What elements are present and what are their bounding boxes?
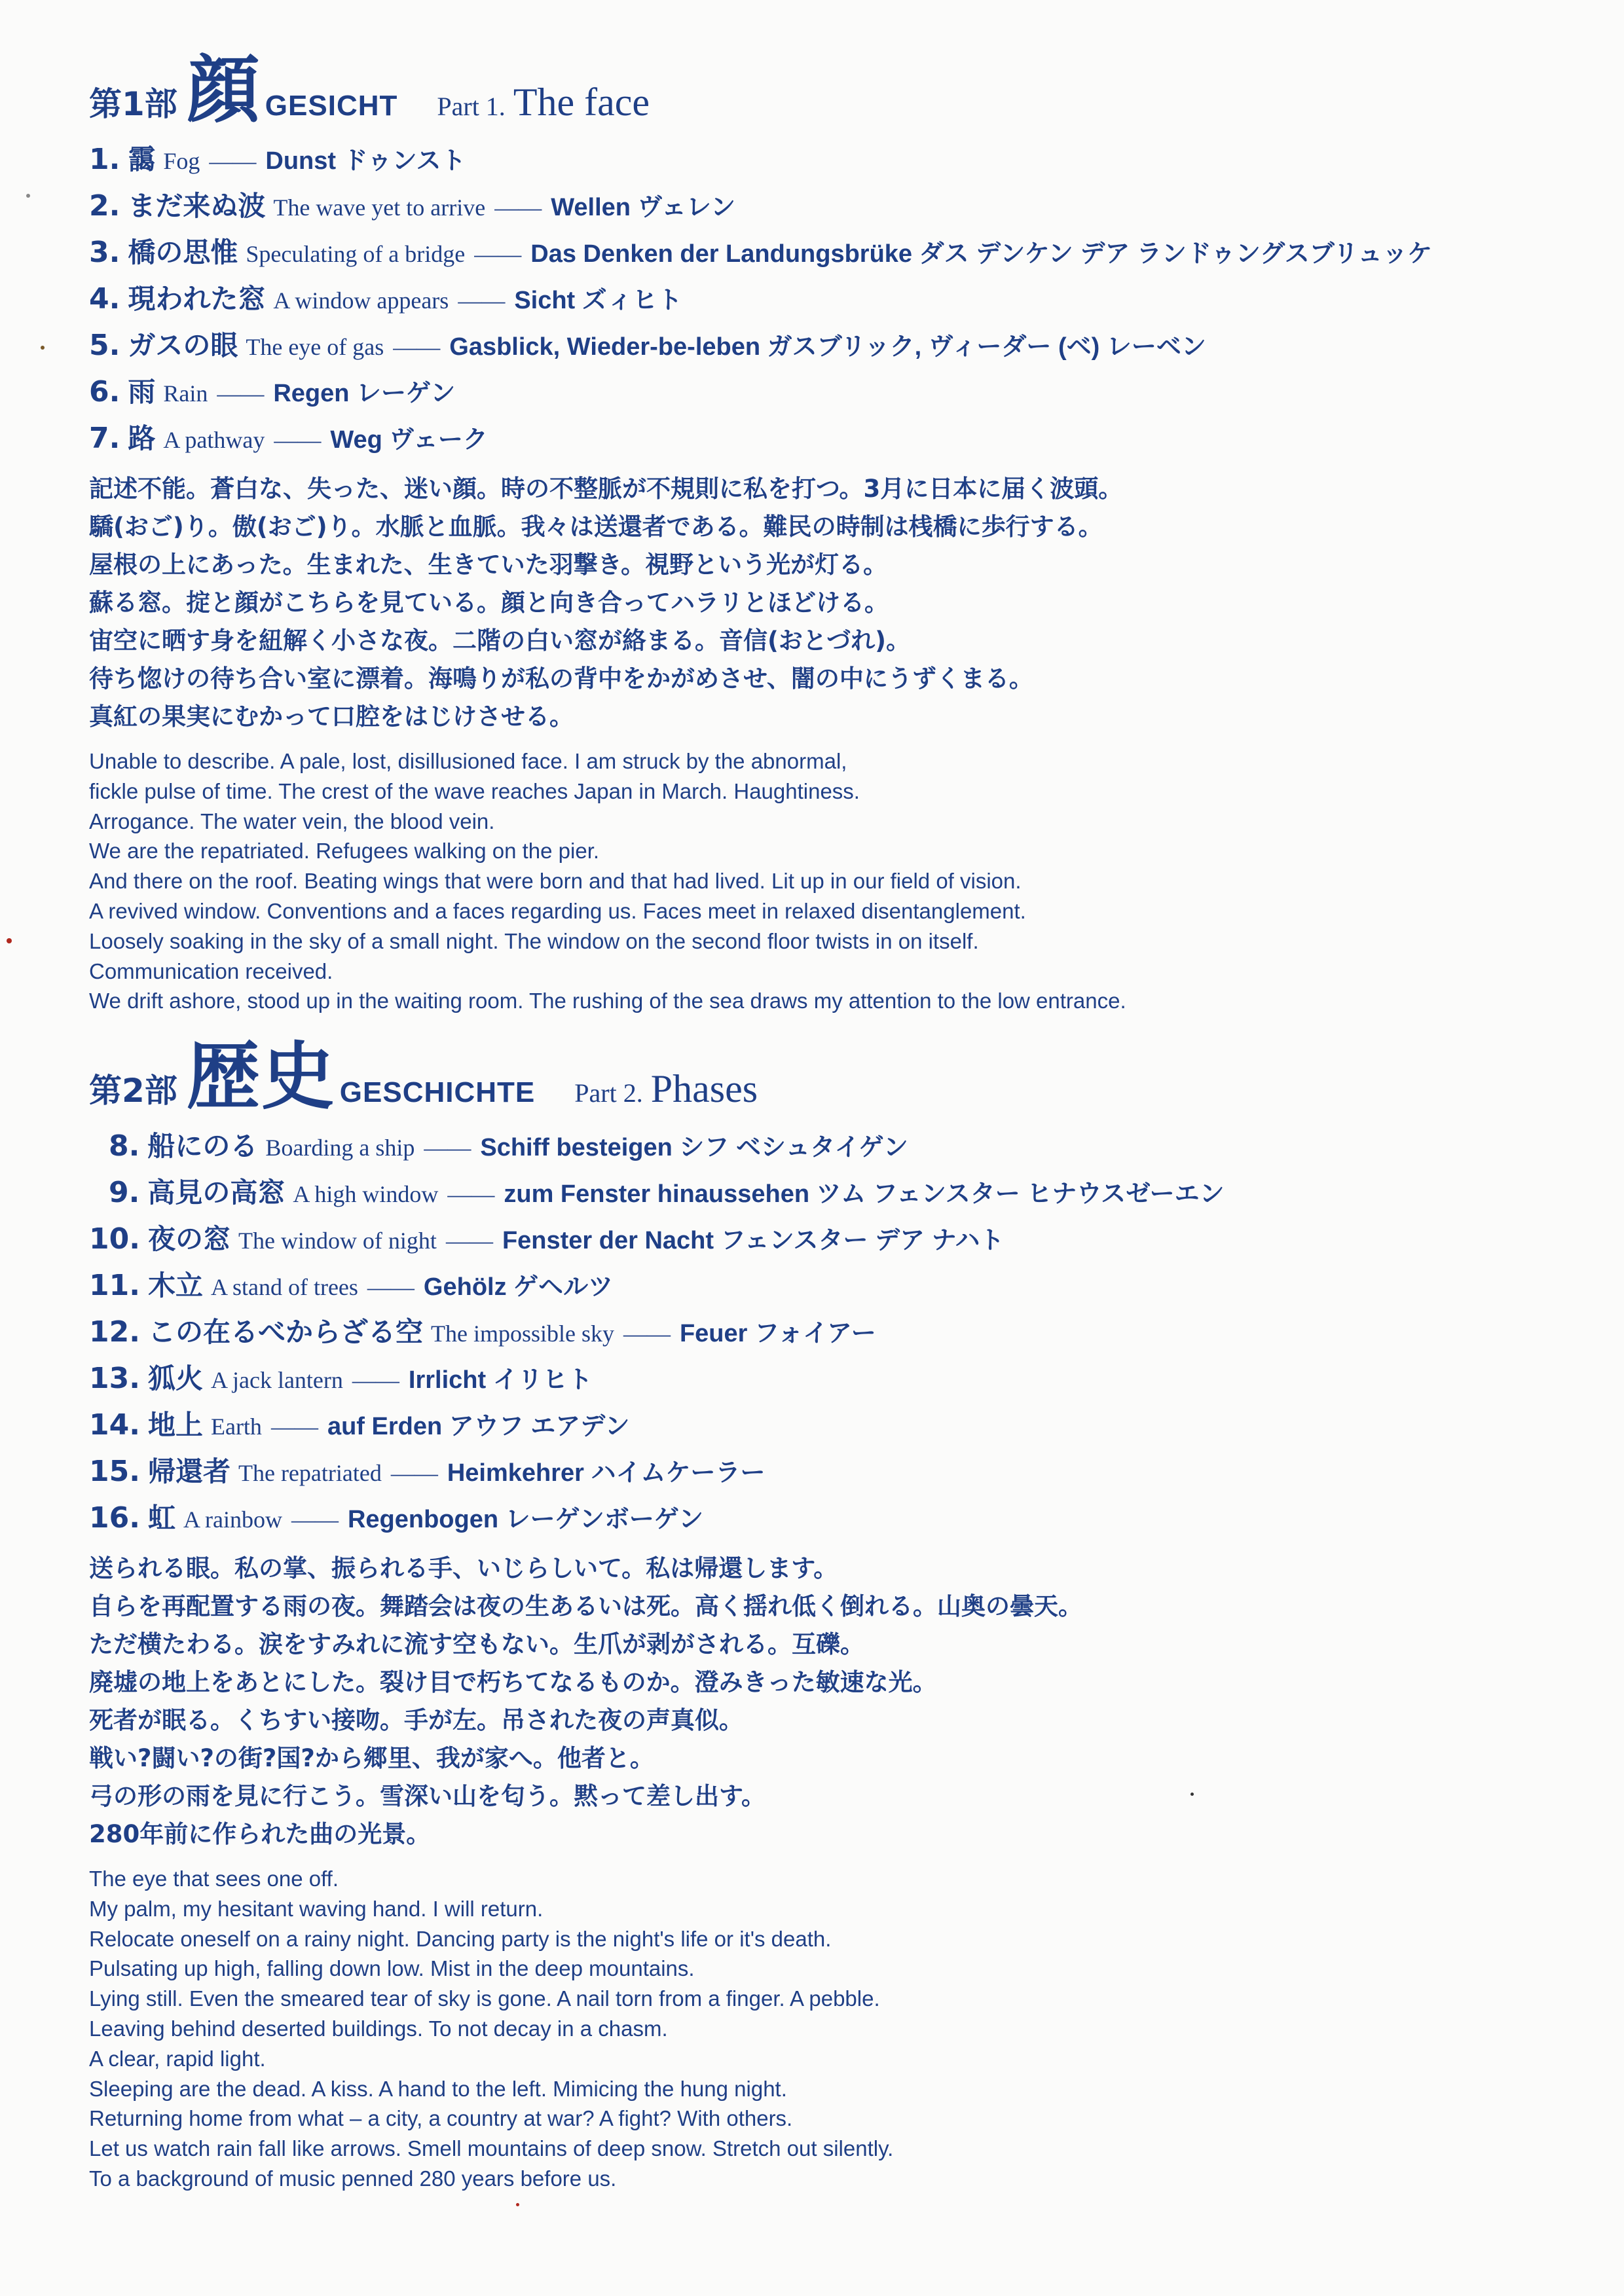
track-row — [89, 1404, 1562, 1450]
track-title-english: The wave yet to arrive — [273, 194, 486, 221]
part-1-section — [89, 31, 1562, 1019]
track-title-japanese: 船にのる — [147, 1130, 258, 1162]
poem-line-japanese: 記述不能。蒼白な、失った、迷い顔。時の不整脈が不規則に私を打つ。3月に日本に届く波頭。 — [89, 475, 1123, 503]
poem-line-english: Communication received. — [89, 958, 333, 983]
track-title-english: A stand of trees — [210, 1274, 358, 1300]
track-row — [89, 1357, 1562, 1404]
track-title-german: Fenster der Nacht フェンスター デア ナハト — [502, 1227, 1005, 1254]
track-row — [89, 1264, 1562, 1311]
track-title-german: Wellen ヴェレン — [551, 194, 736, 221]
track-dash: —— — [367, 1274, 415, 1300]
poem-line-japanese: 280年前に作られた曲の光景。 — [89, 1820, 431, 1848]
track-title-german: Regenbogen レーゲンボーゲン — [347, 1506, 704, 1533]
part-2-section — [89, 1018, 1562, 2196]
track-title-japanese: 雨 — [128, 376, 156, 408]
poem-line-japanese: 廃墟の地上をあとにした。裂け目で朽ちてなるものか。澄みきった敏速な光。 — [89, 1668, 937, 1696]
track-number: 14. — [89, 1408, 140, 1442]
track-title-german: Gasblick, Wieder-be-leben ガスブリック, ヴィーダー (ベ) レーベン — [449, 333, 1206, 361]
track-row — [89, 185, 1562, 231]
track-dash: —— — [623, 1321, 671, 1347]
track-row — [89, 324, 1562, 371]
track-title-german: zum Fenster hinaussehen ツム フェンスター ヒナウスゼーエン — [504, 1180, 1225, 1208]
track-title-japanese: 橋の思惟 — [128, 236, 238, 268]
track-title-japanese: まだ来ぬ波 — [128, 190, 266, 222]
poem-line-english: Arrogance. The water vein, the blood vein. — [89, 809, 495, 833]
track-dash: —— — [445, 1228, 493, 1254]
poem-line-japanese: 驕(おご)り。傲(おご)り。水脈と血脈。我々は送還者である。難民の時制は桟橋に歩行する。 — [89, 513, 1103, 541]
track-number: 11. — [89, 1269, 140, 1302]
track-list — [89, 1125, 1562, 1543]
poem-line-japanese: 待ち惚けの待ち合い室に漂着。海鳴りが私の背中をかがめさせ、闇の中にうずくまる。 — [89, 665, 1033, 693]
track-number: 5. — [89, 329, 120, 362]
japanese-poem — [89, 1548, 1562, 1852]
poem-line-japanese: 弓の形の雨を見に行こう。雪深い山を匂う。黙って差し出す。 — [89, 1782, 766, 1810]
part-title-english: Phases — [650, 1067, 758, 1110]
track-dash: —— — [458, 287, 506, 314]
track-title-english: A window appears — [273, 287, 449, 314]
track-dash: —— — [424, 1135, 471, 1161]
poem-line-english: A revived window. Conventions and a faces regarding us. Faces meet in relaxed disentanglement. — [89, 898, 1026, 923]
track-title-german: Dunst ドゥンスト — [265, 147, 466, 175]
part-number: 第2部 — [89, 1072, 177, 1110]
track-title-english: A jack lantern — [210, 1367, 343, 1393]
track-title-english: Speculating of a bridge — [246, 241, 466, 267]
track-dash: —— — [393, 334, 441, 360]
poem-line-english: Sleeping are the dead. A kiss. A hand to the left. Mimicing the hung night. — [89, 2076, 787, 2101]
track-title-japanese: ガスの眼 — [128, 329, 238, 361]
track-row — [89, 371, 1562, 417]
poem-line-english: Leaving behind deserted buildings. To not decay in a chasm. — [89, 2016, 668, 2041]
track-row — [89, 1497, 1562, 1543]
track-title-japanese: 地上 — [147, 1409, 203, 1441]
track-title-german: Feuer フォイアー — [679, 1320, 876, 1347]
track-title-english: The repatriated — [238, 1460, 382, 1486]
track-title-german: auf Erden アウフ エアデン — [327, 1413, 630, 1440]
japanese-poem — [89, 469, 1562, 735]
track-number: 2. — [89, 189, 120, 223]
track-dash: —— — [209, 148, 257, 174]
track-row — [89, 1450, 1562, 1497]
poem-line-english: My palm, my hesitant waving hand. I will return. — [89, 1896, 544, 1921]
part-title-german: GESICHT — [265, 90, 398, 122]
track-title-japanese: 帰還者 — [147, 1455, 231, 1487]
poem-line-english: Unable to describe. A pale, lost, disillusioned face. I am struck by the abnormal, — [89, 749, 847, 773]
track-number: 9. — [109, 1176, 140, 1209]
poem-line-english: A clear, rapid light. — [89, 2046, 266, 2071]
print-speck — [516, 2203, 519, 2206]
track-title-japanese: 現われた窓 — [128, 283, 266, 315]
track-title-japanese: 靄 — [128, 143, 156, 175]
track-title-english: A high window — [293, 1181, 439, 1207]
poem-line-english: We are the repatriated. Refugees walking on the pier. — [89, 839, 600, 864]
poem-line-japanese: 戦い?闘い?の街?国?から郷里、我が家へ。他者と。 — [89, 1744, 654, 1772]
track-number: 15. — [89, 1455, 140, 1488]
track-dash: —— — [274, 427, 322, 453]
track-number: 8. — [109, 1129, 140, 1163]
track-title-japanese: 虹 — [147, 1502, 175, 1534]
poem-line-english: Let us watch rain fall like arrows. Smell mountains of deep snow. Stretch out silently. — [89, 2136, 894, 2161]
track-row — [89, 138, 1562, 185]
poem-line-japanese: 宙空に晒す身を紐解く小さな夜。二階の白い窓が絡まる。音信(おとづれ)。 — [89, 627, 911, 655]
track-row — [89, 1125, 1562, 1171]
poem-line-english: fickle pulse of time. The crest of the wave reaches Japan in March. Haughtiness. — [89, 778, 860, 803]
part-title-kanji: 歴史 — [186, 1034, 336, 1120]
part-2-heading — [89, 1018, 1562, 1123]
poem-line-english: Pulsating up high, falling down low. Mist in the deep mountains. — [89, 1956, 695, 1981]
track-title-english: Boarding a ship — [265, 1135, 415, 1161]
english-poem — [89, 1867, 1562, 2196]
part-label-english: Part 2. — [574, 1078, 643, 1108]
track-row — [89, 1171, 1562, 1218]
track-title-english: The eye of gas — [246, 334, 384, 360]
track-title-german: Das Denken der Landungsbrüke ダス デンケン デア ランドゥングスブリュッケ — [530, 240, 1433, 268]
track-title-japanese: 高見の高窓 — [147, 1176, 286, 1209]
track-number: 3. — [89, 236, 120, 269]
part-title-kanji: 顔 — [186, 48, 261, 133]
poem-line-japanese: ただ横たわる。涙をすみれに流す空もない。生爪が剥がされる。互礫。 — [89, 1630, 864, 1658]
track-dash: —— — [390, 1460, 438, 1486]
track-title-english: The window of night — [238, 1228, 437, 1254]
track-number: 7. — [89, 422, 120, 455]
poem-line-japanese: 死者が眠る。くちすい接吻。手が左。吊された夜の声真似。 — [89, 1706, 743, 1734]
track-title-english: A pathway — [163, 427, 265, 453]
part-title-german: GESCHICHTE — [339, 1076, 536, 1108]
track-title-japanese: この在るべからざる空 — [147, 1316, 423, 1348]
track-title-english: Rain — [163, 380, 208, 407]
poem-line-english: The eye that sees one off. — [89, 1867, 339, 1891]
track-dash: —— — [494, 194, 542, 221]
poem-line-english: Loosely soaking in the sky of a small night. The window on the second floor twists in on itself. — [89, 928, 979, 953]
english-poem — [89, 749, 1562, 1019]
track-title-english: Earth — [210, 1413, 262, 1440]
track-number: 12. — [89, 1315, 140, 1349]
track-row — [89, 1218, 1562, 1264]
poem-line-japanese: 真紅の果実にむかって口腔をはじけさせる。 — [89, 702, 574, 731]
print-speck — [41, 346, 45, 350]
poem-line-japanese: 蘇る窓。掟と顔がこちらを見ている。顔と向き合ってハラリとほどける。 — [89, 589, 889, 617]
track-title-german: Gehölz ゲヘルツ — [423, 1273, 614, 1301]
track-dash: —— — [352, 1367, 399, 1393]
poem-line-english: And there on the roof. Beating wings that were born and that had lived. Lit up in our field of vision. — [89, 869, 1022, 894]
track-title-english: Fog — [163, 148, 200, 174]
track-number: 1. — [89, 143, 120, 176]
track-row — [89, 1311, 1562, 1357]
track-title-german: Sicht ズィヒト — [514, 287, 682, 314]
poem-line-japanese: 送られる眼。私の掌、振られる手、いじらしいて。私は帰還します。 — [89, 1554, 838, 1582]
part-title-english: The face — [513, 81, 650, 124]
track-dash: —— — [447, 1181, 495, 1207]
track-title-japanese: 木立 — [147, 1269, 203, 1302]
track-title-english: The impossible sky — [430, 1321, 614, 1347]
part-label-english: Part 1. — [437, 92, 506, 121]
track-title-german: Irrlicht イリヒト — [408, 1366, 593, 1394]
poem-line-japanese: 屋根の上にあった。生まれた、生きていた羽撃き。視野という光が灯る。 — [89, 551, 888, 579]
track-row — [89, 278, 1562, 324]
track-number: 4. — [89, 282, 120, 316]
track-list — [89, 138, 1562, 464]
print-speck — [26, 194, 30, 198]
track-title-japanese: 狐火 — [147, 1362, 203, 1394]
track-number: 13. — [89, 1362, 140, 1395]
track-number: 6. — [89, 375, 120, 409]
track-title-german: Weg ヴェーク — [330, 426, 488, 454]
poem-line-english: Relocate oneself on a rainy night. Dancing party is the night's life or it's death. — [89, 1926, 832, 1951]
track-row — [89, 231, 1562, 278]
track-title-japanese: 夜の窓 — [147, 1223, 231, 1255]
track-title-english: A rainbow — [183, 1506, 282, 1533]
poem-line-english: Returning home from what – a city, a country at war? A fight? With others. — [89, 2106, 793, 2131]
part-number: 第1部 — [89, 85, 177, 123]
poem-line-english: To a background of music penned 280 years before us. — [89, 2166, 617, 2191]
poem-line-japanese: 自らを再配置する雨の夜。舞踏会は夜の生あるいは死。高く揺れ低く倒れる。山奥の曇天。 — [89, 1592, 1082, 1620]
track-dash: —— — [217, 380, 265, 407]
poem-line-english: We drift ashore, stood up in the waiting room. The rushing of the sea draws my attention to the low entrance. — [89, 989, 1126, 1013]
track-row — [89, 417, 1562, 464]
track-number: 10. — [89, 1222, 140, 1256]
track-title-german: Heimkehrer ハイムケーラー — [447, 1459, 766, 1487]
track-title-german: Schiff besteigen シフ ベシュタイゲン — [480, 1134, 908, 1161]
track-dash: —— — [270, 1413, 318, 1440]
part-1-heading — [89, 31, 1562, 137]
track-dash: —— — [474, 241, 522, 267]
track-dash: —— — [291, 1506, 339, 1533]
track-number: 16. — [89, 1501, 140, 1535]
track-title-japanese: 路 — [128, 422, 156, 454]
poem-line-english: Lying still. Even the smeared tear of sky is gone. A nail torn from a finger. A pebble. — [89, 1986, 880, 2011]
print-speck — [7, 938, 12, 943]
track-title-german: Regen レーゲン — [273, 380, 456, 407]
